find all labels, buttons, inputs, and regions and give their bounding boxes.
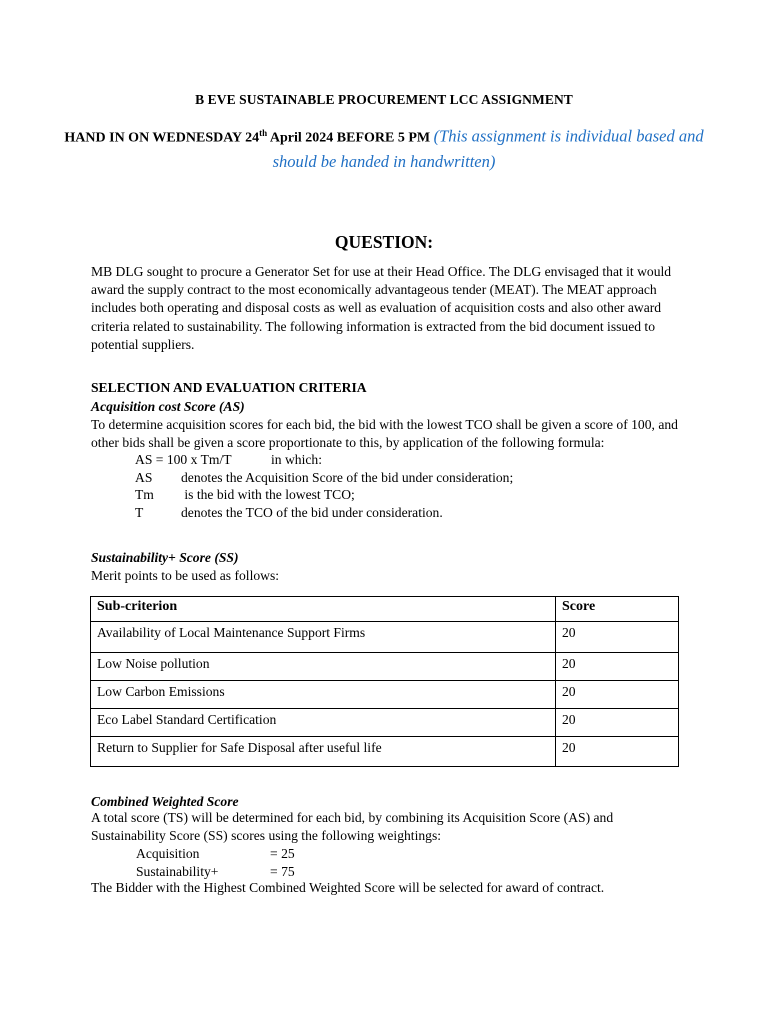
table-row [91, 681, 679, 709]
hand-in-prefix: HAND IN ON WEDNESDAY 24 [64, 130, 260, 146]
criterion-cell: Low Noise pollution [91, 653, 556, 681]
definition-symbol: T [135, 504, 144, 520]
definition-text: is the bid with the lowest TCO; [181, 487, 355, 503]
criterion-cell: Low Carbon Emissions [91, 681, 556, 709]
definition-symbol: AS [135, 469, 153, 485]
table-row [91, 622, 679, 653]
table-row [91, 709, 679, 737]
table-row [91, 653, 679, 681]
hand-in-suffix: April 2024 BEFORE 5 PM [267, 130, 434, 146]
formula-block [135, 451, 513, 521]
weightings [136, 845, 295, 880]
definition-row [135, 486, 513, 504]
definition-symbol: Tm [135, 487, 154, 503]
weighting-label: Acquisition [136, 846, 200, 861]
formula: AS = 100 x Tm/T [135, 452, 232, 467]
criterion-cell: Return to Supplier for Safe Disposal after useful life [91, 737, 556, 767]
weighting-row [136, 845, 295, 863]
definition-text: denotes the Acquisition Score of the bid under consideration; [181, 469, 514, 485]
formula-line [135, 451, 513, 469]
column-header-criterion: Sub-criterion [91, 597, 556, 622]
question-heading: QUESTION: [334, 232, 434, 252]
hand-in-note: (This assignment is individual based and should be handed in handwritten) [272, 126, 704, 171]
weighting-label: Sustainability+ [136, 863, 219, 879]
weighting-value: = 75 [270, 863, 295, 879]
hand-in-instructions [60, 122, 708, 175]
criteria-table [90, 596, 679, 767]
acquisition-text: To determine acquisition scores for each bid, the bid with the lowest TCO shall be given a score of 100, and other bids shall be given a score proportionate to this, by application of the following formula: [91, 417, 678, 451]
hand-in-superscript: th [259, 128, 268, 138]
definition-row [135, 504, 513, 522]
assignment-title: B EVE SUSTAINABLE PROCUREMENT LCC ASSIGNMENT [195, 92, 573, 107]
score-cell: 20 [556, 681, 679, 709]
definition-text: denotes the TCO of the bid under consideration. [181, 504, 443, 520]
score-cell: 20 [556, 737, 679, 767]
definition-row [135, 469, 513, 487]
weighting-row [136, 863, 295, 881]
selection-heading: SELECTION AND EVALUATION CRITERIA [91, 380, 367, 395]
table-header-row [91, 597, 679, 622]
combined-text: A total score (TS) will be determined for each bid, by combining its Acquisition Score (AS) and Sustainability Score (SS) scores using the following weightings: [91, 810, 614, 844]
score-cell: 20 [556, 653, 679, 681]
merit-text: Merit points to be used as follows: [91, 568, 280, 583]
sustainability-heading: Sustainability+ Score (SS) [91, 550, 239, 565]
combined-heading: Combined Weighted Score [91, 794, 239, 809]
closing-statement: The Bidder with the Highest Combined Weighted Score will be selected for award of contract. [91, 880, 605, 895]
weighting-value: = 25 [270, 846, 295, 861]
question-intro: MB DLG sought to procure a Generator Set for use at their Head Office. The DLG envisaged that it would award the supply contract to the most economically advantageous tender (MEAT). The MEAT approach includes both operating and disposal costs as well as evaluation of acquisition costs and also other award criteria related to sustainability. The following information is extracted from the bid document issued to potential suppliers. [91, 264, 672, 352]
score-cell: 20 [556, 709, 679, 737]
criterion-cell: Eco Label Standard Certification [91, 709, 556, 737]
criterion-cell: Availability of Local Maintenance Support Firms [91, 622, 556, 653]
acquisition-heading: Acquisition cost Score (AS) [91, 399, 245, 414]
column-header-score: Score [556, 597, 679, 622]
table-row [91, 737, 679, 767]
score-cell: 20 [556, 622, 679, 653]
formula-suffix: in which: [271, 452, 322, 467]
